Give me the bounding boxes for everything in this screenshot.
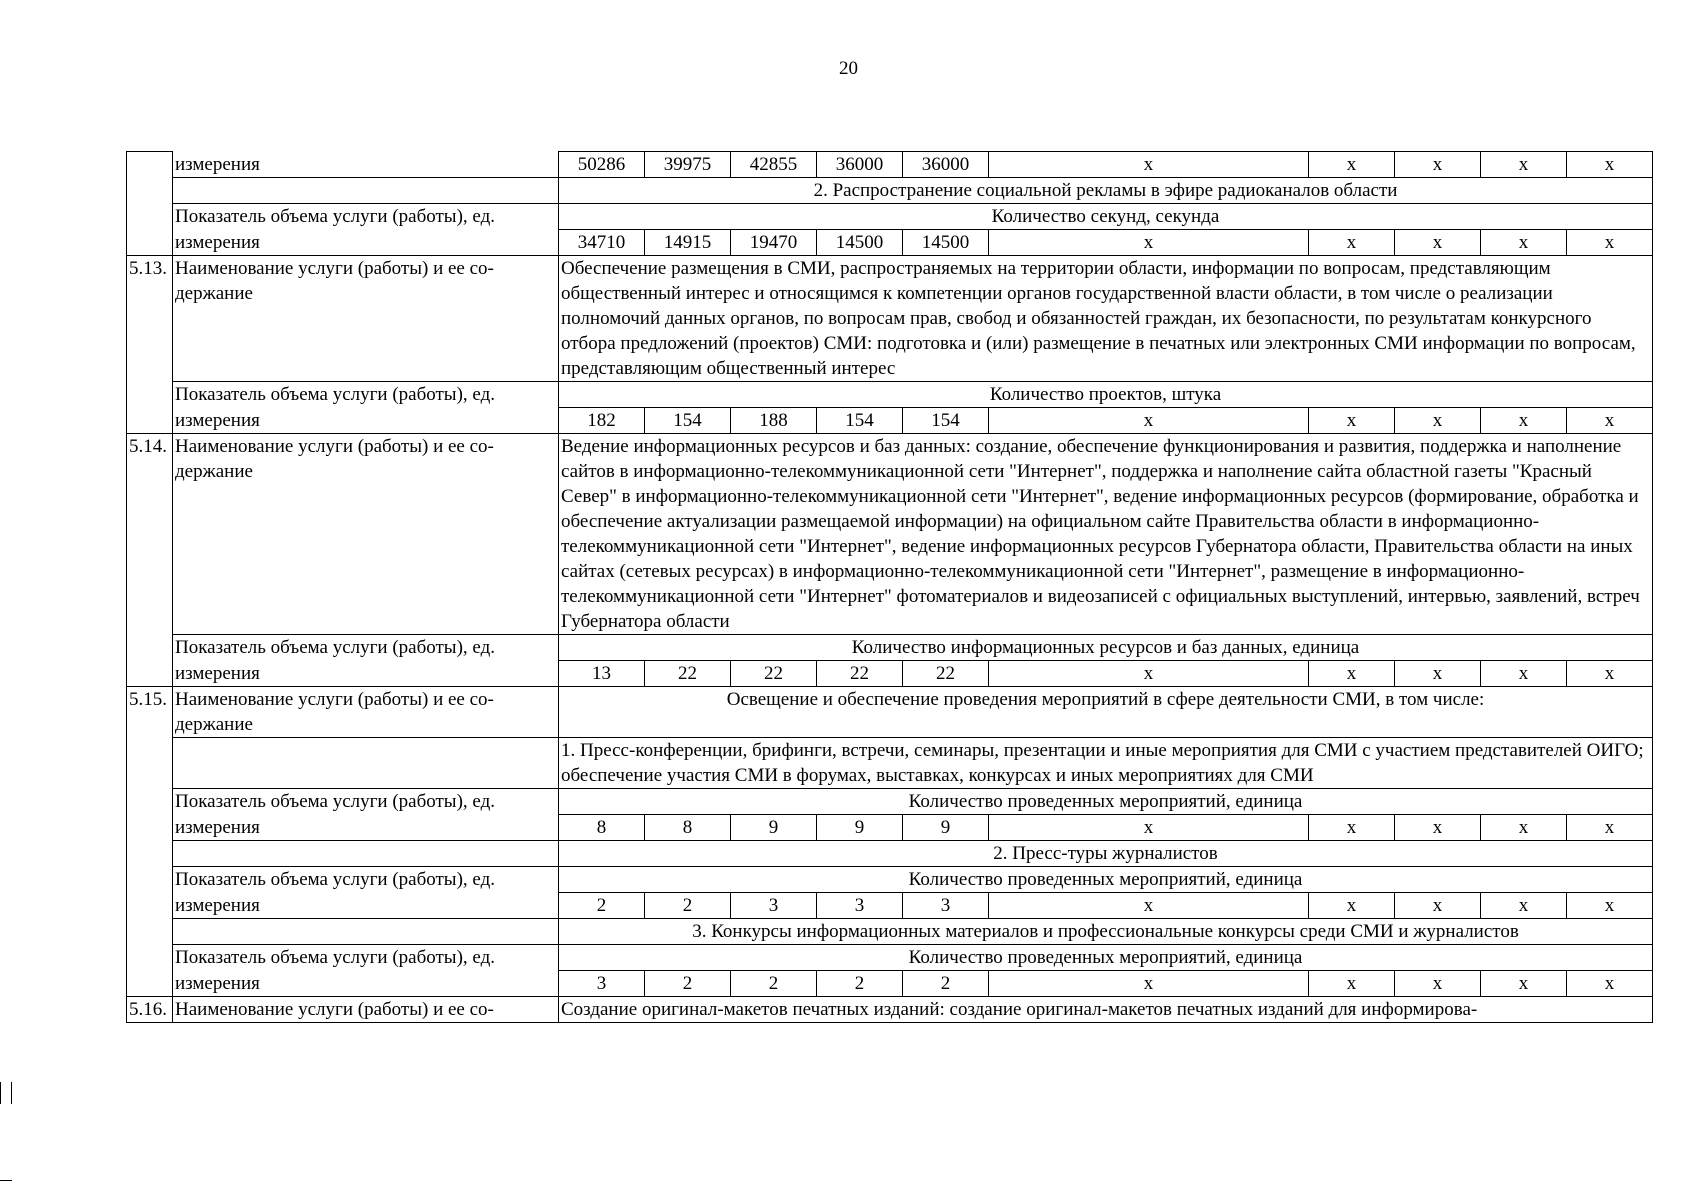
- volume-label-line2: измерения: [173, 230, 559, 256]
- x-cell: x: [1395, 893, 1481, 919]
- empty-label-cell: [173, 738, 559, 789]
- value-cell: 36000: [817, 152, 903, 178]
- name-label-line2: держание: [175, 461, 253, 482]
- x-cell: x: [1567, 971, 1653, 997]
- empty-label-cell: [173, 919, 559, 945]
- value-cell: 2: [559, 893, 645, 919]
- unit-of-measure: Количество проведенных мероприятий, единица: [559, 945, 1653, 971]
- x-cell: x: [1395, 661, 1481, 687]
- value-cell: 14500: [903, 230, 989, 256]
- value-cell: 182: [559, 408, 645, 434]
- x-cell: x: [989, 661, 1309, 687]
- row-number-cell: [127, 661, 173, 687]
- row-number-cell: [127, 204, 173, 230]
- row-number-cell: [127, 919, 173, 945]
- subsection-heading: 3. Конкурсы информационных материалов и профессиональные конкурсы среди СМИ и журналистов: [559, 919, 1653, 945]
- unit-of-measure: Количество проектов, штука: [559, 382, 1653, 408]
- row-number-cell: [127, 789, 173, 815]
- x-cell: x: [989, 893, 1309, 919]
- volume-label-line1: Показатель объема услуги (работы), ед.: [173, 204, 559, 230]
- volume-label-line2: измерения: [173, 893, 559, 919]
- name-label-line1: Наименование услуги (работы) и ее со-: [173, 997, 559, 1023]
- x-cell: x: [1567, 893, 1653, 919]
- x-cell: x: [1395, 971, 1481, 997]
- value-cell: 3: [731, 893, 817, 919]
- volume-label-line1: Показатель объема услуги (работы), ед.: [173, 867, 559, 893]
- service-content: Освещение и обеспечение проведения мероприятий в сфере деятельности СМИ, в том числе:: [559, 687, 1653, 738]
- subsection-heading: 2. Пресс-туры журналистов: [559, 841, 1653, 867]
- table-row: [127, 152, 1653, 178]
- x-cell: x: [1567, 152, 1653, 178]
- value-cell: 9: [817, 815, 903, 841]
- page-number: 20: [839, 58, 858, 79]
- unit-of-measure: Количество информационных ресурсов и баз данных, единица: [559, 635, 1653, 661]
- volume-label-line2: измерения: [173, 152, 559, 178]
- x-cell: x: [1309, 408, 1395, 434]
- value-cell: 154: [817, 408, 903, 434]
- volume-label-line2: измерения: [173, 971, 559, 997]
- volume-label-line1: Показатель объема услуги (работы), ед.: [173, 382, 559, 408]
- x-cell: x: [1567, 815, 1653, 841]
- row-number: 5.16.: [127, 997, 173, 1023]
- x-cell: x: [1481, 408, 1567, 434]
- volume-label-line2: измерения: [173, 661, 559, 687]
- x-cell: x: [1481, 971, 1567, 997]
- x-cell: x: [1481, 661, 1567, 687]
- value-cell: 39975: [645, 152, 731, 178]
- row-number-cell: [127, 738, 173, 789]
- table-row: [127, 178, 1653, 204]
- value-cell: 22: [731, 661, 817, 687]
- name-label-line2: держание: [175, 283, 253, 304]
- service-name-label: [173, 256, 559, 382]
- value-cell: 9: [731, 815, 817, 841]
- value-cell: 2: [645, 893, 731, 919]
- row-number-cell: [127, 867, 173, 893]
- row-number: 5.15.: [127, 687, 173, 738]
- table-row: [127, 635, 1653, 661]
- service-content: Ведение информационных ресурсов и баз данных: создание, обеспечение функционирования и развития, поддержка и наполнение сайтов в информационно-телекоммуникационной сети "Интернет", поддержка и наполнение сайта областной газеты "Красный Север" в информационно-телекоммуникационной сети "Интернет", ведение информационных ресурсов (формирование, обработка и обеспечение актуализации размещаемой информации) на официальном сайте Правительства области в информационно-телекоммуникационной сети "Интернет", ведение информационных ресурсов Губернатора области, Правительства области на иных сайтах (сетевых ресурсах) в информационно-телекоммуникационной сети "Интернет", размещение в информационно-телекоммуникационной сети "Интернет" фотоматериалов и видеозаписей с официальных выступлений, интервью, заявлений, встреч Губернатора области: [559, 434, 1653, 635]
- x-cell: x: [989, 408, 1309, 434]
- empty-label-cell: [173, 178, 559, 204]
- x-cell: x: [1395, 815, 1481, 841]
- x-cell: x: [1567, 661, 1653, 687]
- table-row: [127, 867, 1653, 893]
- unit-of-measure: Количество секунд, секунда: [559, 204, 1653, 230]
- x-cell: x: [989, 152, 1309, 178]
- value-cell: 22: [817, 661, 903, 687]
- x-cell: x: [1309, 971, 1395, 997]
- x-cell: x: [1395, 230, 1481, 256]
- volume-label-line1: Показатель объема услуги (работы), ед.: [173, 635, 559, 661]
- table-row: [127, 687, 1653, 738]
- x-cell: x: [1309, 152, 1395, 178]
- x-cell: x: [989, 230, 1309, 256]
- table-row: [127, 919, 1653, 945]
- value-cell: 22: [645, 661, 731, 687]
- margin-mark: [0, 1180, 12, 1181]
- row-number-cell: [127, 408, 173, 434]
- value-cell: 3: [903, 893, 989, 919]
- row-number: 5.13.: [127, 256, 173, 382]
- volume-label-line1: Показатель объема услуги (работы), ед.: [173, 945, 559, 971]
- x-cell: x: [1567, 230, 1653, 256]
- x-cell: x: [989, 815, 1309, 841]
- row-number-cell: [127, 382, 173, 408]
- value-cell: 2: [903, 971, 989, 997]
- row-number: 5.14.: [127, 434, 173, 635]
- row-number-cell: [127, 945, 173, 971]
- row-number-cell: [127, 815, 173, 841]
- service-content: Обеспечение размещения в СМИ, распространяемых на территории области, информации по вопросам, представляющим общественный интерес и относящимся к компетенции органов государственной власти области, в том числе о реализации полномочий данных органов, по вопросам прав, свобод и обязанностей граждан, их безопасности, по результатам конкурсного отбора предложений (проектов) СМИ: подготовка и (или) размещение в печатных или электронных СМИ информации по вопросам, представляющим общественный интерес: [559, 256, 1653, 382]
- x-cell: x: [1481, 230, 1567, 256]
- table-row: [127, 738, 1653, 789]
- value-cell: 19470: [731, 230, 817, 256]
- table-row: [127, 434, 1653, 635]
- x-cell: x: [1481, 152, 1567, 178]
- x-cell: x: [1309, 815, 1395, 841]
- row-number-cell: [127, 230, 173, 256]
- value-cell: 14915: [645, 230, 731, 256]
- x-cell: x: [1481, 815, 1567, 841]
- service-name-label: [173, 434, 559, 635]
- value-cell: 14500: [817, 230, 903, 256]
- service-content: Создание оригинал-макетов печатных изданий: создание оригинал-макетов печатных изданий для информирова-: [559, 997, 1653, 1023]
- value-cell: 34710: [559, 230, 645, 256]
- table-row: [127, 815, 1653, 841]
- unit-of-measure: Количество проведенных мероприятий, единица: [559, 789, 1653, 815]
- table-row: [127, 841, 1653, 867]
- row-number-cell: [127, 841, 173, 867]
- value-cell: 2: [645, 971, 731, 997]
- empty-label-cell: [173, 841, 559, 867]
- row-number-cell: [127, 893, 173, 919]
- name-label-line1: Наименование услуги (работы) и ее со-: [175, 436, 494, 457]
- row-number-cell: [127, 971, 173, 997]
- table-row: [127, 893, 1653, 919]
- volume-label-line1: Показатель объема услуги (работы), ед.: [173, 789, 559, 815]
- table-row: [127, 204, 1653, 230]
- value-cell: 8: [559, 815, 645, 841]
- service-name-label: [173, 687, 559, 738]
- value-cell: 3: [817, 893, 903, 919]
- value-cell: 2: [817, 971, 903, 997]
- name-label-line1: Наименование услуги (работы) и ее со-: [175, 258, 494, 279]
- name-label-line1: Наименование услуги (работы) и ее со-: [175, 689, 494, 710]
- value-cell: 22: [903, 661, 989, 687]
- table-row: [127, 971, 1653, 997]
- x-cell: x: [989, 971, 1309, 997]
- row-number-cell: [127, 635, 173, 661]
- value-cell: 154: [903, 408, 989, 434]
- value-cell: 36000: [903, 152, 989, 178]
- x-cell: x: [1395, 408, 1481, 434]
- value-cell: 50286: [559, 152, 645, 178]
- x-cell: x: [1481, 893, 1567, 919]
- value-cell: 154: [645, 408, 731, 434]
- value-cell: 9: [903, 815, 989, 841]
- services-table: [126, 151, 1653, 1023]
- subsection-heading: 1. Пресс-конференции, брифинги, встречи, семинары, презентации и иные мероприятия для СМИ с участием представителей ОИГО; обеспечение участия СМИ в форумах, выставках, конкурсах и иных мероприятиях для СМИ: [559, 738, 1653, 789]
- volume-label-line2: измерения: [173, 815, 559, 841]
- x-cell: x: [1395, 152, 1481, 178]
- value-cell: 13: [559, 661, 645, 687]
- table-row: [127, 230, 1653, 256]
- value-cell: 8: [645, 815, 731, 841]
- value-cell: 188: [731, 408, 817, 434]
- value-cell: 2: [731, 971, 817, 997]
- x-cell: x: [1567, 408, 1653, 434]
- row-number-cell: [127, 152, 173, 178]
- table-row: [127, 945, 1653, 971]
- table-row: [127, 382, 1653, 408]
- margin-mark: [0, 1082, 12, 1104]
- name-label-line2: держание: [175, 714, 253, 735]
- volume-label-line2: измерения: [173, 408, 559, 434]
- row-number-cell: [127, 178, 173, 204]
- table-row: [127, 661, 1653, 687]
- subsection-heading: 2. Распространение социальной рекламы в эфире радиоканалов области: [559, 178, 1653, 204]
- table-row: [127, 789, 1653, 815]
- table-row: [127, 408, 1653, 434]
- x-cell: x: [1309, 893, 1395, 919]
- table-row: [127, 997, 1653, 1023]
- value-cell: 3: [559, 971, 645, 997]
- value-cell: 42855: [731, 152, 817, 178]
- table-row: [127, 256, 1653, 382]
- unit-of-measure: Количество проведенных мероприятий, единица: [559, 867, 1653, 893]
- x-cell: x: [1309, 230, 1395, 256]
- x-cell: x: [1309, 661, 1395, 687]
